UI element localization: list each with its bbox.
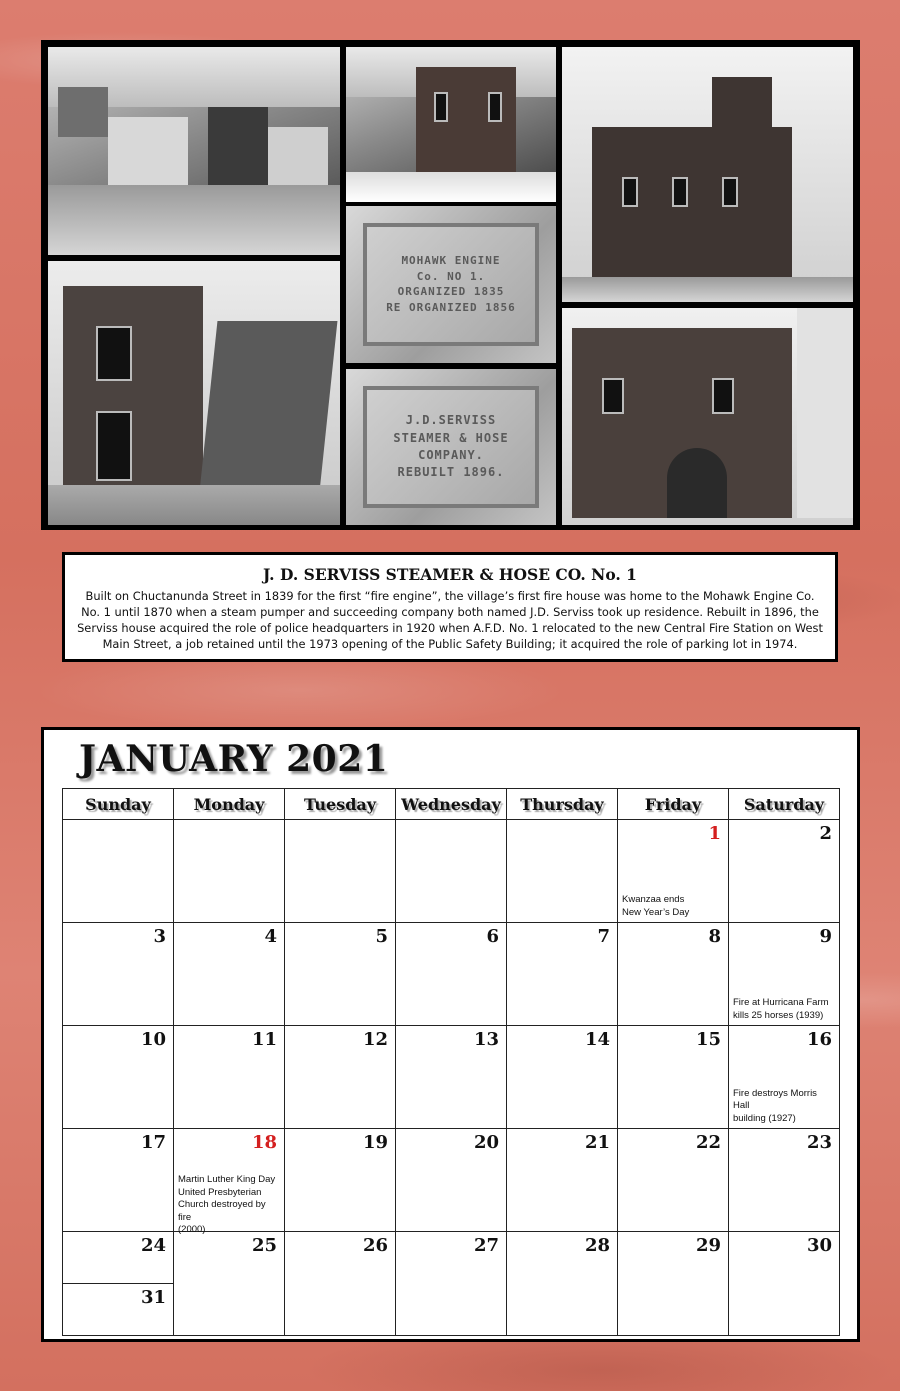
day-cell xyxy=(63,1232,174,1284)
day-number: 31 xyxy=(140,1287,166,1308)
day-cell xyxy=(396,820,507,923)
day-cell xyxy=(396,1232,507,1336)
day-cell xyxy=(63,1129,174,1232)
photo-demolition xyxy=(48,261,340,525)
day-number: 17 xyxy=(140,1132,166,1153)
plaque-line: RE ORGANIZED 1856 xyxy=(386,301,516,315)
weekday-thursday: Thursday xyxy=(507,789,618,820)
day-number: 12 xyxy=(362,1029,388,1050)
day-cell xyxy=(507,1026,618,1129)
day-cell xyxy=(729,1232,840,1336)
photo-firehouse-tower xyxy=(562,47,853,302)
plaque-line: REBUILT 1896. xyxy=(397,465,505,480)
week-row xyxy=(63,1129,840,1232)
weekday-wednesday: Wednesday xyxy=(396,789,507,820)
day-number: 13 xyxy=(473,1029,499,1050)
photo-rebuilt-firehouse xyxy=(562,308,853,525)
plaque-line: ORGANIZED 1835 xyxy=(397,285,505,299)
day-cell xyxy=(618,820,729,923)
day-cell xyxy=(285,1232,396,1336)
day-cell xyxy=(396,923,507,1026)
day-number: 1 xyxy=(708,823,721,844)
day-number: 11 xyxy=(251,1029,277,1050)
plaque-line: STEAMER & HOSE xyxy=(393,430,509,445)
day-event-note: Kwanzaa ends New Year’s Day xyxy=(622,894,690,918)
week-row xyxy=(63,820,840,923)
plaque-line: COMPANY. xyxy=(418,447,484,462)
day-cell xyxy=(618,923,729,1026)
day-cell xyxy=(507,820,618,923)
day-cell xyxy=(63,1026,174,1129)
day-cell xyxy=(507,1129,618,1232)
day-number: 28 xyxy=(584,1235,610,1256)
day-number: 15 xyxy=(695,1029,721,1050)
day-number: 2 xyxy=(819,823,832,844)
day-number: 30 xyxy=(806,1235,832,1256)
weekday-monday: Monday xyxy=(174,789,285,820)
day-cell xyxy=(618,1129,729,1232)
historic-photo-collage xyxy=(41,40,860,530)
day-cell xyxy=(729,1129,840,1232)
plaque-serviss xyxy=(346,369,556,525)
day-number: 3 xyxy=(153,926,166,947)
day-cell xyxy=(507,923,618,1026)
photo-snowy-firehouse xyxy=(346,47,556,202)
day-event-note: Martin Luther King Day United Presbyterian Church destroyed by fire (2000) xyxy=(178,1174,276,1235)
day-cell xyxy=(618,1232,729,1336)
day-number: 7 xyxy=(597,926,610,947)
day-number: 29 xyxy=(695,1235,721,1256)
week-row xyxy=(63,1232,840,1284)
day-cell xyxy=(174,1232,285,1336)
day-cell xyxy=(285,1129,396,1232)
photo-street-scene xyxy=(48,47,340,255)
calendar-grid xyxy=(62,788,840,1336)
day-number: 20 xyxy=(473,1132,499,1153)
day-event-note: Fire at Hurricana Farm kills 25 horses (1939) xyxy=(733,997,829,1021)
day-event-note: Fire destroys Morris Hall building (1927) xyxy=(733,1087,817,1124)
plaque-line: MOHAWK ENGINE xyxy=(401,253,501,267)
week-row xyxy=(63,923,840,1026)
day-cell xyxy=(174,1129,285,1235)
weekday-tuesday: Tuesday xyxy=(285,789,396,820)
caption-title: J. D. SERVISS STEAMER & HOSE CO. No. 1 xyxy=(263,565,637,584)
day-number: 22 xyxy=(695,1132,721,1153)
plaque-line: J.D.SERVISS xyxy=(405,413,497,428)
day-cell xyxy=(174,923,285,1026)
plaque-mohawk-engine xyxy=(346,206,556,363)
day-number: 21 xyxy=(584,1132,610,1153)
day-cell xyxy=(396,1026,507,1129)
day-number: 8 xyxy=(708,926,721,947)
day-number: 26 xyxy=(362,1235,388,1256)
day-number: 27 xyxy=(473,1235,499,1256)
day-cell xyxy=(63,923,174,1026)
day-cell xyxy=(729,1026,840,1129)
caption-body: Built on Chuctanunda Street in 1839 for the first “fire engine”, the village’s first fire house was home to the Mohawk Engine Co. No. 1 until 1870 when a steam pumper and succeeding company both named J.D. Serviss took up residence. Rebuilt in 1896, the Serviss house acquired the role of police headquarters in 1920 when A.F.D. No. 1 relocated to the new Central Fire Station on West Main Street, a job retained until the 1973 opening of the Public Safety Building; it acquired the role of parking lot in 1974. xyxy=(77,589,823,651)
day-number: 5 xyxy=(375,926,388,947)
day-number: 4 xyxy=(264,926,277,947)
week-row xyxy=(63,1026,840,1129)
calendar xyxy=(41,727,860,1342)
day-number: 25 xyxy=(251,1235,277,1256)
day-cell xyxy=(729,923,840,1026)
day-cell xyxy=(285,820,396,923)
day-number: 9 xyxy=(819,926,832,947)
day-number: 16 xyxy=(806,1029,832,1050)
weekday-saturday: Saturday xyxy=(729,789,840,820)
day-cell xyxy=(285,923,396,1026)
day-cell xyxy=(63,1284,174,1336)
day-cell xyxy=(174,1026,285,1129)
day-cell xyxy=(729,820,840,923)
month-title: JANUARY 2021 xyxy=(79,738,389,780)
day-number: 19 xyxy=(362,1132,388,1153)
day-number: 14 xyxy=(584,1029,610,1050)
day-number: 10 xyxy=(140,1029,166,1050)
weekday-sunday: Sunday xyxy=(63,789,174,820)
day-number: 6 xyxy=(486,926,499,947)
plaque-line: Co. NO 1. xyxy=(416,269,486,283)
day-number: 24 xyxy=(140,1235,166,1256)
day-cell xyxy=(174,820,285,923)
caption-box xyxy=(62,552,838,662)
day-number: 18 xyxy=(251,1132,277,1153)
day-cell xyxy=(63,820,174,923)
weekday-friday: Friday xyxy=(618,789,729,820)
weekday-header-row xyxy=(63,789,840,820)
day-cell xyxy=(285,1026,396,1129)
day-number: 23 xyxy=(806,1132,832,1153)
day-cell xyxy=(618,1026,729,1129)
day-cell xyxy=(396,1129,507,1232)
day-cell xyxy=(507,1232,618,1336)
